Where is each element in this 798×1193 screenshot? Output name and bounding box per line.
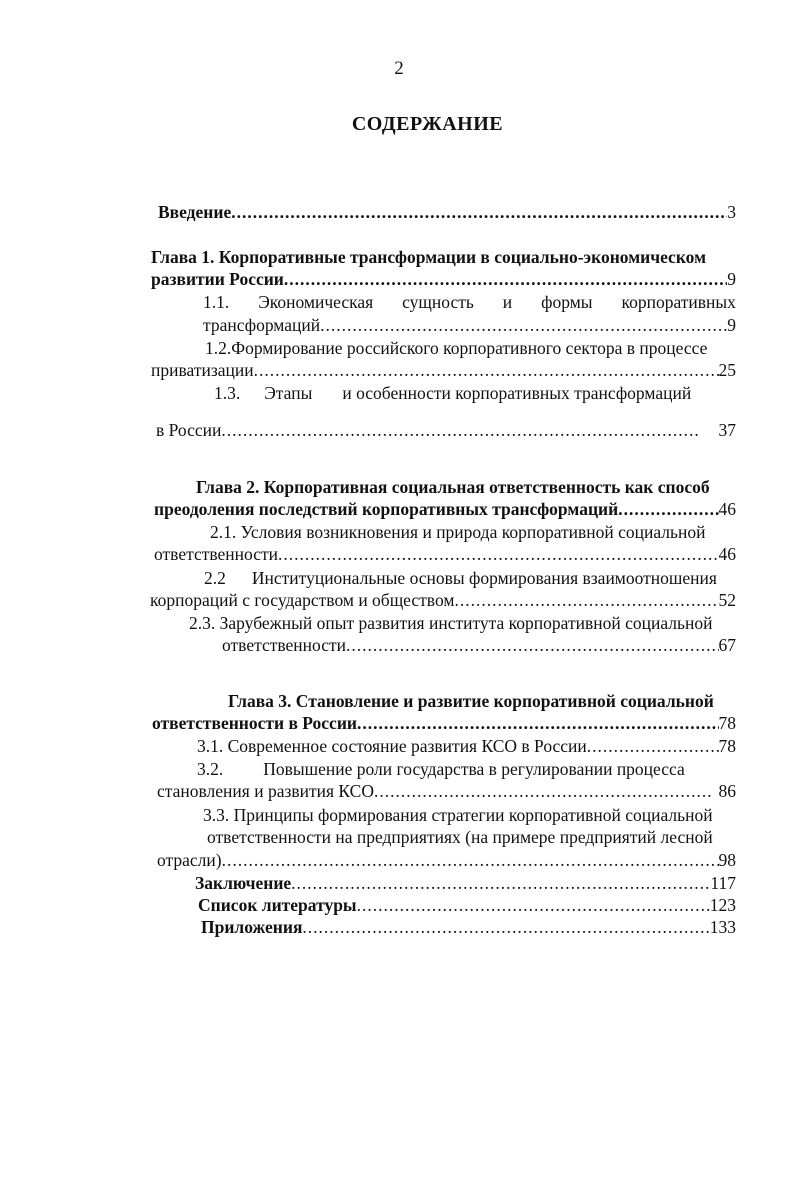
leader-dots [302, 916, 709, 938]
toc-entry-literature[interactable] [198, 894, 736, 916]
toc-entry-appendix[interactable] [201, 916, 736, 938]
page-number: 2 [394, 58, 404, 79]
toc-page-number: 86 [718, 781, 736, 801]
section-number: 1.3. [214, 383, 241, 403]
toc-entry-label: ответственности в России [152, 713, 357, 733]
toc-entry-2-3[interactable]: 2.3. Зарубежный опыт развития института корпоративной социальной [189, 613, 713, 633]
toc-entry-label: приватизации [151, 360, 254, 380]
toc-page-number: 78 [718, 736, 736, 756]
leader-dots [454, 589, 718, 611]
word: сущность [402, 292, 474, 312]
toc-page-number: 133 [709, 917, 736, 937]
toc-entry-1-3-cont[interactable] [156, 419, 736, 441]
toc-page-number: 9 [727, 269, 736, 289]
word: Институциональные основы формирования взаимоотношения [251, 568, 717, 588]
toc-entry-label: Список литературы [198, 895, 357, 915]
toc-page-number: 25 [718, 360, 736, 380]
leader-dots [221, 419, 698, 441]
leader-dots [231, 201, 727, 223]
toc-page-number: 3 [727, 202, 736, 222]
toc-page-number: 117 [710, 873, 736, 893]
toc-entry-label: Приложения [201, 917, 303, 937]
toc-entry-label: трансформаций [203, 315, 321, 335]
toc-entry-2-3-cont[interactable] [222, 634, 736, 656]
toc-page-number: 52 [718, 590, 736, 610]
leader-dots [320, 314, 727, 336]
chapter-1-title[interactable]: Глава 1. Корпоративные трансформации в социально-экономическом [151, 247, 707, 267]
toc-entry-2-1[interactable]: 2.1. Условия возникновения и природа корпоративной социальной [210, 522, 706, 542]
toc-entry-chapter-3[interactable] [152, 712, 736, 734]
toc-entry-label: становления и развития КСО [157, 781, 374, 801]
toc-page-number: 46 [718, 544, 736, 564]
toc-entry-label: Заключение [195, 873, 292, 893]
leader-dots [278, 543, 719, 565]
word: и [502, 292, 513, 312]
toc-entry-1-2-cont[interactable] [151, 359, 736, 381]
toc-entry-3-2[interactable] [197, 758, 738, 780]
toc-entry-3-3-cont[interactable] [157, 849, 736, 871]
section-number: 3.2. [197, 759, 224, 779]
toc-page-number: 123 [709, 895, 736, 915]
chapter-3-title[interactable]: Глава 3. Становление и развитие корпоративной социальной [228, 691, 714, 711]
toc-entry-label: отрасли) [157, 850, 222, 870]
toc-entry-label: корпораций с государством и обществом [150, 590, 455, 610]
toc-entry-3-2-cont[interactable] [157, 780, 736, 802]
toc-page-number: 37 [718, 420, 736, 440]
toc-page-number: 67 [718, 635, 736, 655]
word: Экономическая [258, 292, 374, 312]
toc-page-number: 98 [718, 850, 736, 870]
toc-page-number: 78 [718, 713, 736, 733]
leader-dots [618, 498, 718, 520]
toc-entry-label: 3.1. Современное состояние развития КСО в России [197, 736, 587, 756]
toc-entry-conclusion[interactable] [195, 872, 736, 894]
leader-dots [587, 735, 719, 757]
leader-dots [357, 894, 710, 916]
toc-page-number: 9 [727, 315, 736, 335]
toc-entry-3-1[interactable] [197, 735, 736, 757]
toc-entry-1-1[interactable] [203, 291, 736, 313]
toc-entry-1-3[interactable] [214, 382, 738, 404]
toc-entry-label: в России [156, 420, 222, 440]
leader-dots [357, 712, 719, 734]
word: и особенности корпоративных трансформаций [342, 383, 692, 403]
section-number: 2.2 [204, 568, 226, 588]
word: формы [541, 292, 593, 312]
toc-entry-label: преодоления последствий корпоративных трансформаций [154, 499, 619, 519]
toc-entry-2-2[interactable] [204, 567, 738, 589]
page-title: СОДЕРЖАНИЕ [351, 113, 504, 135]
chapter-2-title[interactable]: Глава 2. Корпоративная социальная ответственность как способ [196, 477, 710, 497]
toc-entry-1-2[interactable]: 1.2.Формирование российского корпоративного сектора в процессе [205, 338, 708, 358]
toc-entry-label: ответственности [222, 635, 346, 655]
toc-entry-3-3[interactable]: 3.3. Принципы формирования стратегии корпоративной социальной [203, 805, 713, 825]
leader-dots [222, 849, 719, 871]
toc-entry-2-1-cont[interactable] [154, 543, 736, 565]
toc-entry-3-3-line2[interactable]: ответственности на предприятиях (на примере предприятий лесной [207, 827, 713, 847]
leader-dots [374, 780, 713, 802]
leader-dots [284, 268, 727, 290]
word: Этапы [264, 383, 313, 403]
toc-page-number: 46 [718, 499, 736, 519]
toc-entry-chapter-1[interactable] [151, 268, 736, 290]
word: корпоративных [621, 292, 736, 312]
toc-entry-intro[interactable] [158, 201, 736, 223]
toc-entry-2-2-cont[interactable] [150, 589, 736, 611]
leader-dots [346, 634, 719, 656]
word: Повышение роли государства в регулировании процесса [263, 759, 685, 779]
section-number: 1.1. [203, 292, 230, 312]
leader-dots [254, 359, 719, 381]
toc-entry-label: ответственности [154, 544, 278, 564]
toc-entry-1-1-cont[interactable] [203, 314, 736, 336]
toc-entry-label: Введение [158, 202, 232, 222]
toc-entry-chapter-2[interactable] [154, 498, 736, 520]
leader-dots [291, 872, 710, 894]
toc-entry-label: развитии России [151, 269, 284, 289]
